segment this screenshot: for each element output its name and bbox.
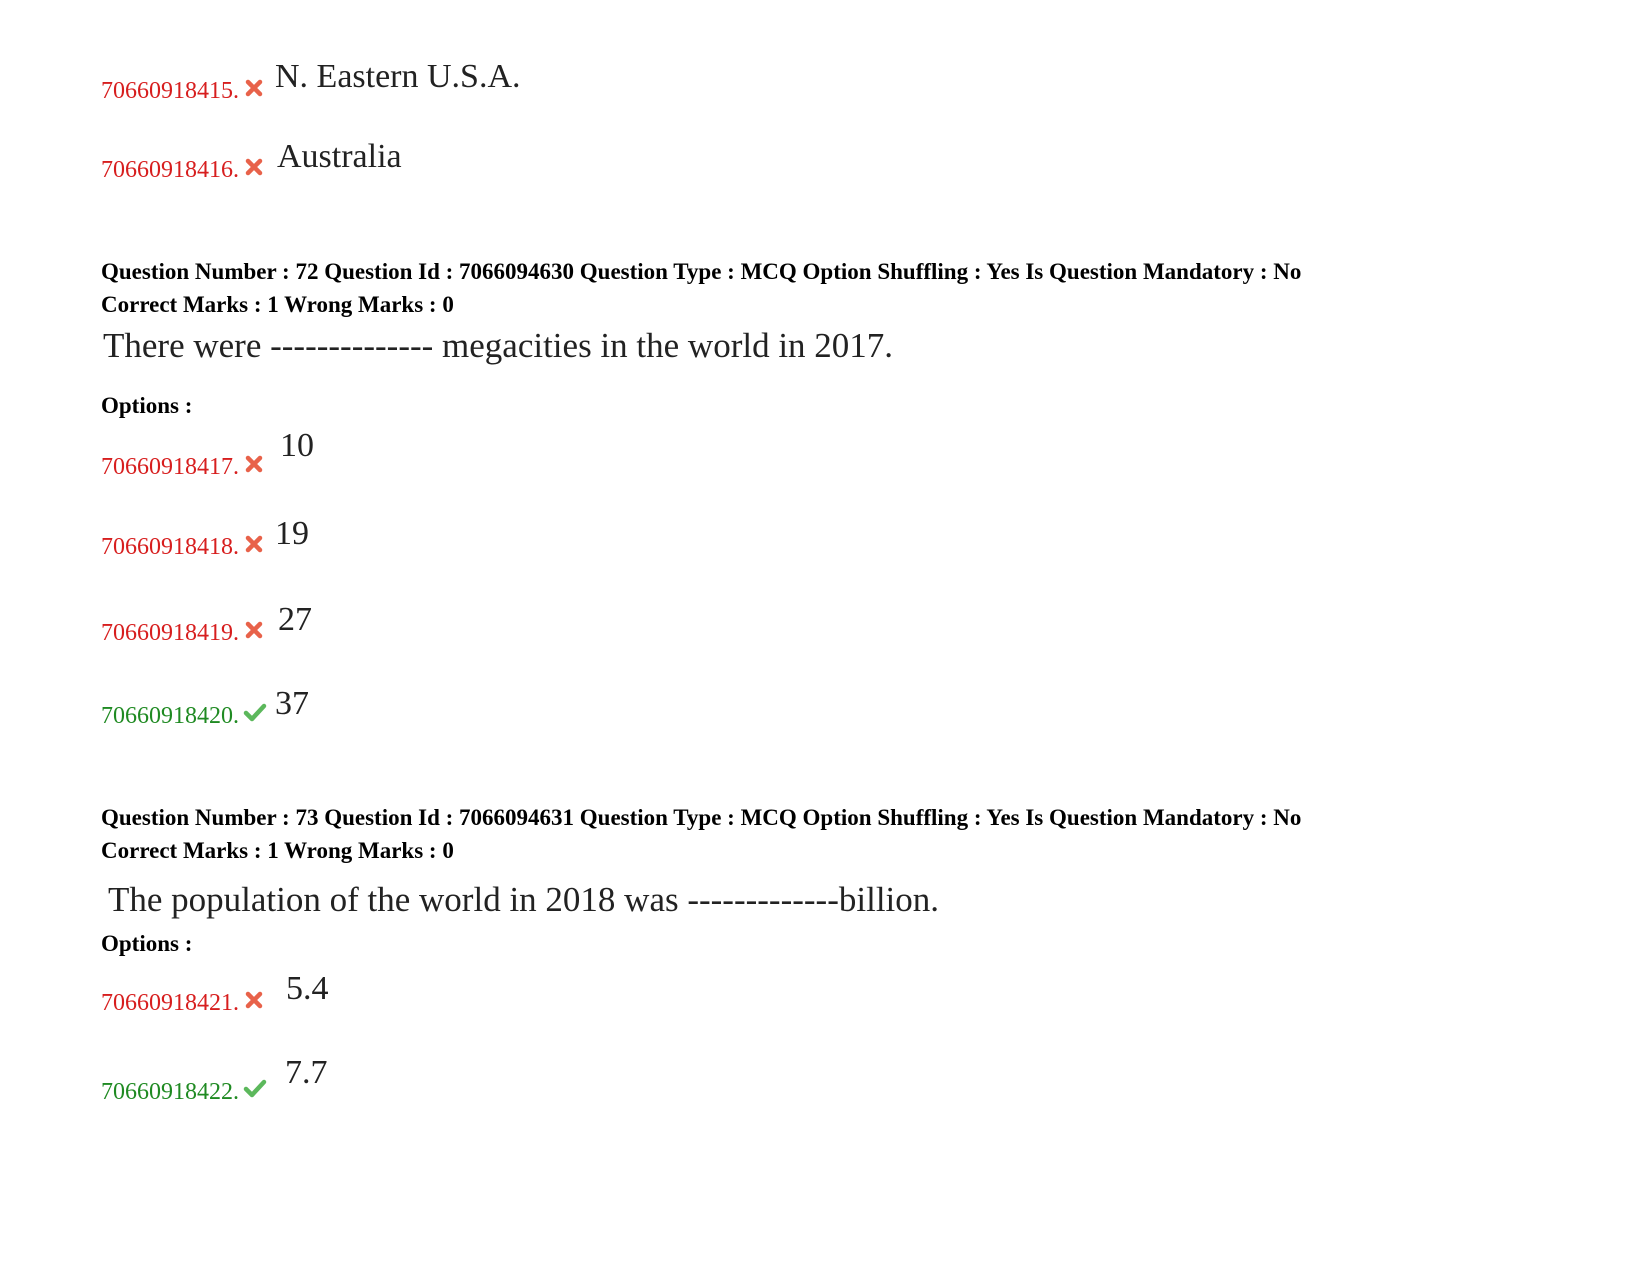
option-id: 70660918420. bbox=[101, 703, 239, 729]
option-id: 70660918422. bbox=[101, 1079, 239, 1105]
cross-icon bbox=[243, 619, 265, 641]
option-id: 70660918416. bbox=[101, 157, 239, 183]
options-label: Options : bbox=[101, 393, 193, 418]
check-icon bbox=[243, 701, 267, 723]
option-id: 70660918421. bbox=[101, 990, 239, 1016]
question-meta: Question Number : 72 Question Id : 7066094630 Question Type : MCQ Option Shuffling : Yes Is Question Mandatory : No bbox=[101, 259, 1302, 284]
option-text: 37 bbox=[275, 685, 309, 722]
question-text: The population of the world in 2018 was -------------billion. bbox=[108, 880, 940, 919]
cross-icon bbox=[243, 533, 265, 555]
option-text: N. Eastern U.S.A. bbox=[275, 58, 521, 95]
question-text: There were -------------- megacities in the world in 2017. bbox=[103, 326, 894, 365]
option-text: 7.7 bbox=[285, 1054, 328, 1091]
cross-icon bbox=[243, 453, 265, 475]
option-id: 70660918415. bbox=[101, 78, 239, 104]
question-marks: Correct Marks : 1 Wrong Marks : 0 bbox=[101, 838, 454, 863]
option-text: 5.4 bbox=[286, 970, 329, 1007]
option-text: 10 bbox=[280, 427, 314, 464]
cross-icon bbox=[243, 77, 265, 99]
option-text: 19 bbox=[275, 515, 309, 552]
option-id: 70660918419. bbox=[101, 620, 239, 646]
cross-icon bbox=[243, 989, 265, 1011]
check-icon bbox=[243, 1077, 267, 1099]
question-marks: Correct Marks : 1 Wrong Marks : 0 bbox=[101, 292, 454, 317]
option-id: 70660918418. bbox=[101, 534, 239, 560]
option-text: 27 bbox=[278, 601, 312, 638]
cross-icon bbox=[243, 156, 265, 178]
option-text: Australia bbox=[277, 138, 402, 175]
option-id: 70660918417. bbox=[101, 454, 239, 480]
question-meta: Question Number : 73 Question Id : 7066094631 Question Type : MCQ Option Shuffling : Yes Is Question Mandatory : No bbox=[101, 805, 1302, 830]
options-label: Options : bbox=[101, 931, 193, 956]
